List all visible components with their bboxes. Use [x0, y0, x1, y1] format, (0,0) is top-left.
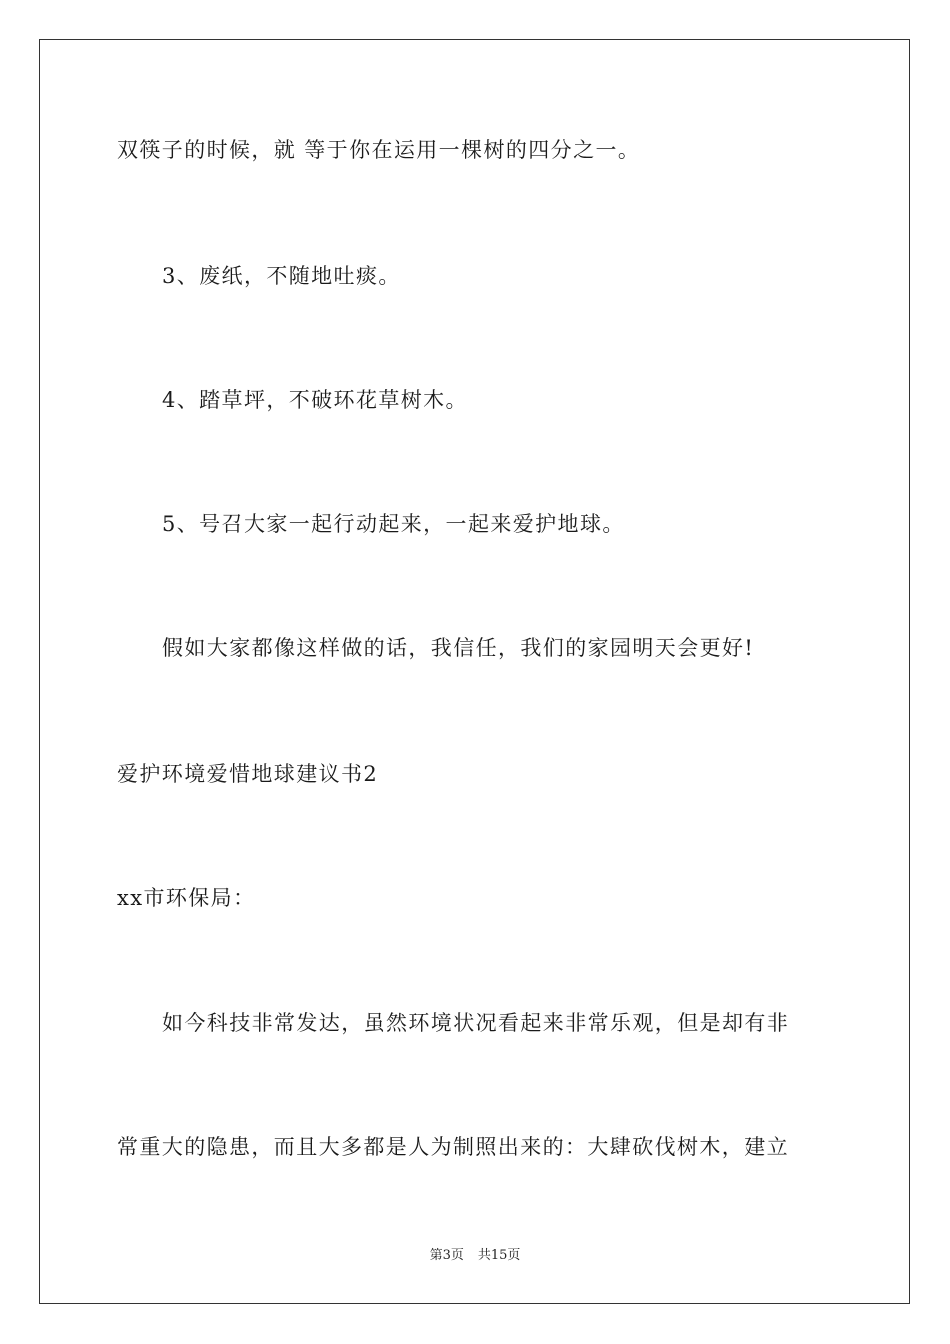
list-item: 4、踏草坪，不破环花草树木。 — [162, 388, 468, 412]
paragraph-line: 假如大家都像这样做的话，我信任，我们的家园明天会更好! — [162, 636, 755, 660]
paragraph-line: 双筷子的时候，就 等于你在运用一棵树的四分之一。 — [117, 138, 641, 162]
page-number: 第3页 — [429, 1248, 464, 1263]
page-footer — [0, 1248, 950, 1264]
list-item: 3、废纸，不随地吐痰。 — [162, 264, 401, 288]
paragraph-line: 如今科技非常发达，虽然环境状况看起来非常乐观，但是却有非 — [162, 1011, 790, 1035]
salutation: xx市环保局： — [117, 886, 256, 910]
section-heading: 爱护环境爱惜地球建议书2 — [117, 762, 379, 786]
page-total: 共15页 — [477, 1248, 521, 1263]
page-border — [39, 39, 910, 1304]
paragraph-line: 常重大的隐患，而且大多都是人为制照出来的：大肆砍伐树木，建立 — [117, 1135, 789, 1159]
list-item: 5、号召大家一起行动起来，一起来爱护地球。 — [162, 512, 625, 536]
